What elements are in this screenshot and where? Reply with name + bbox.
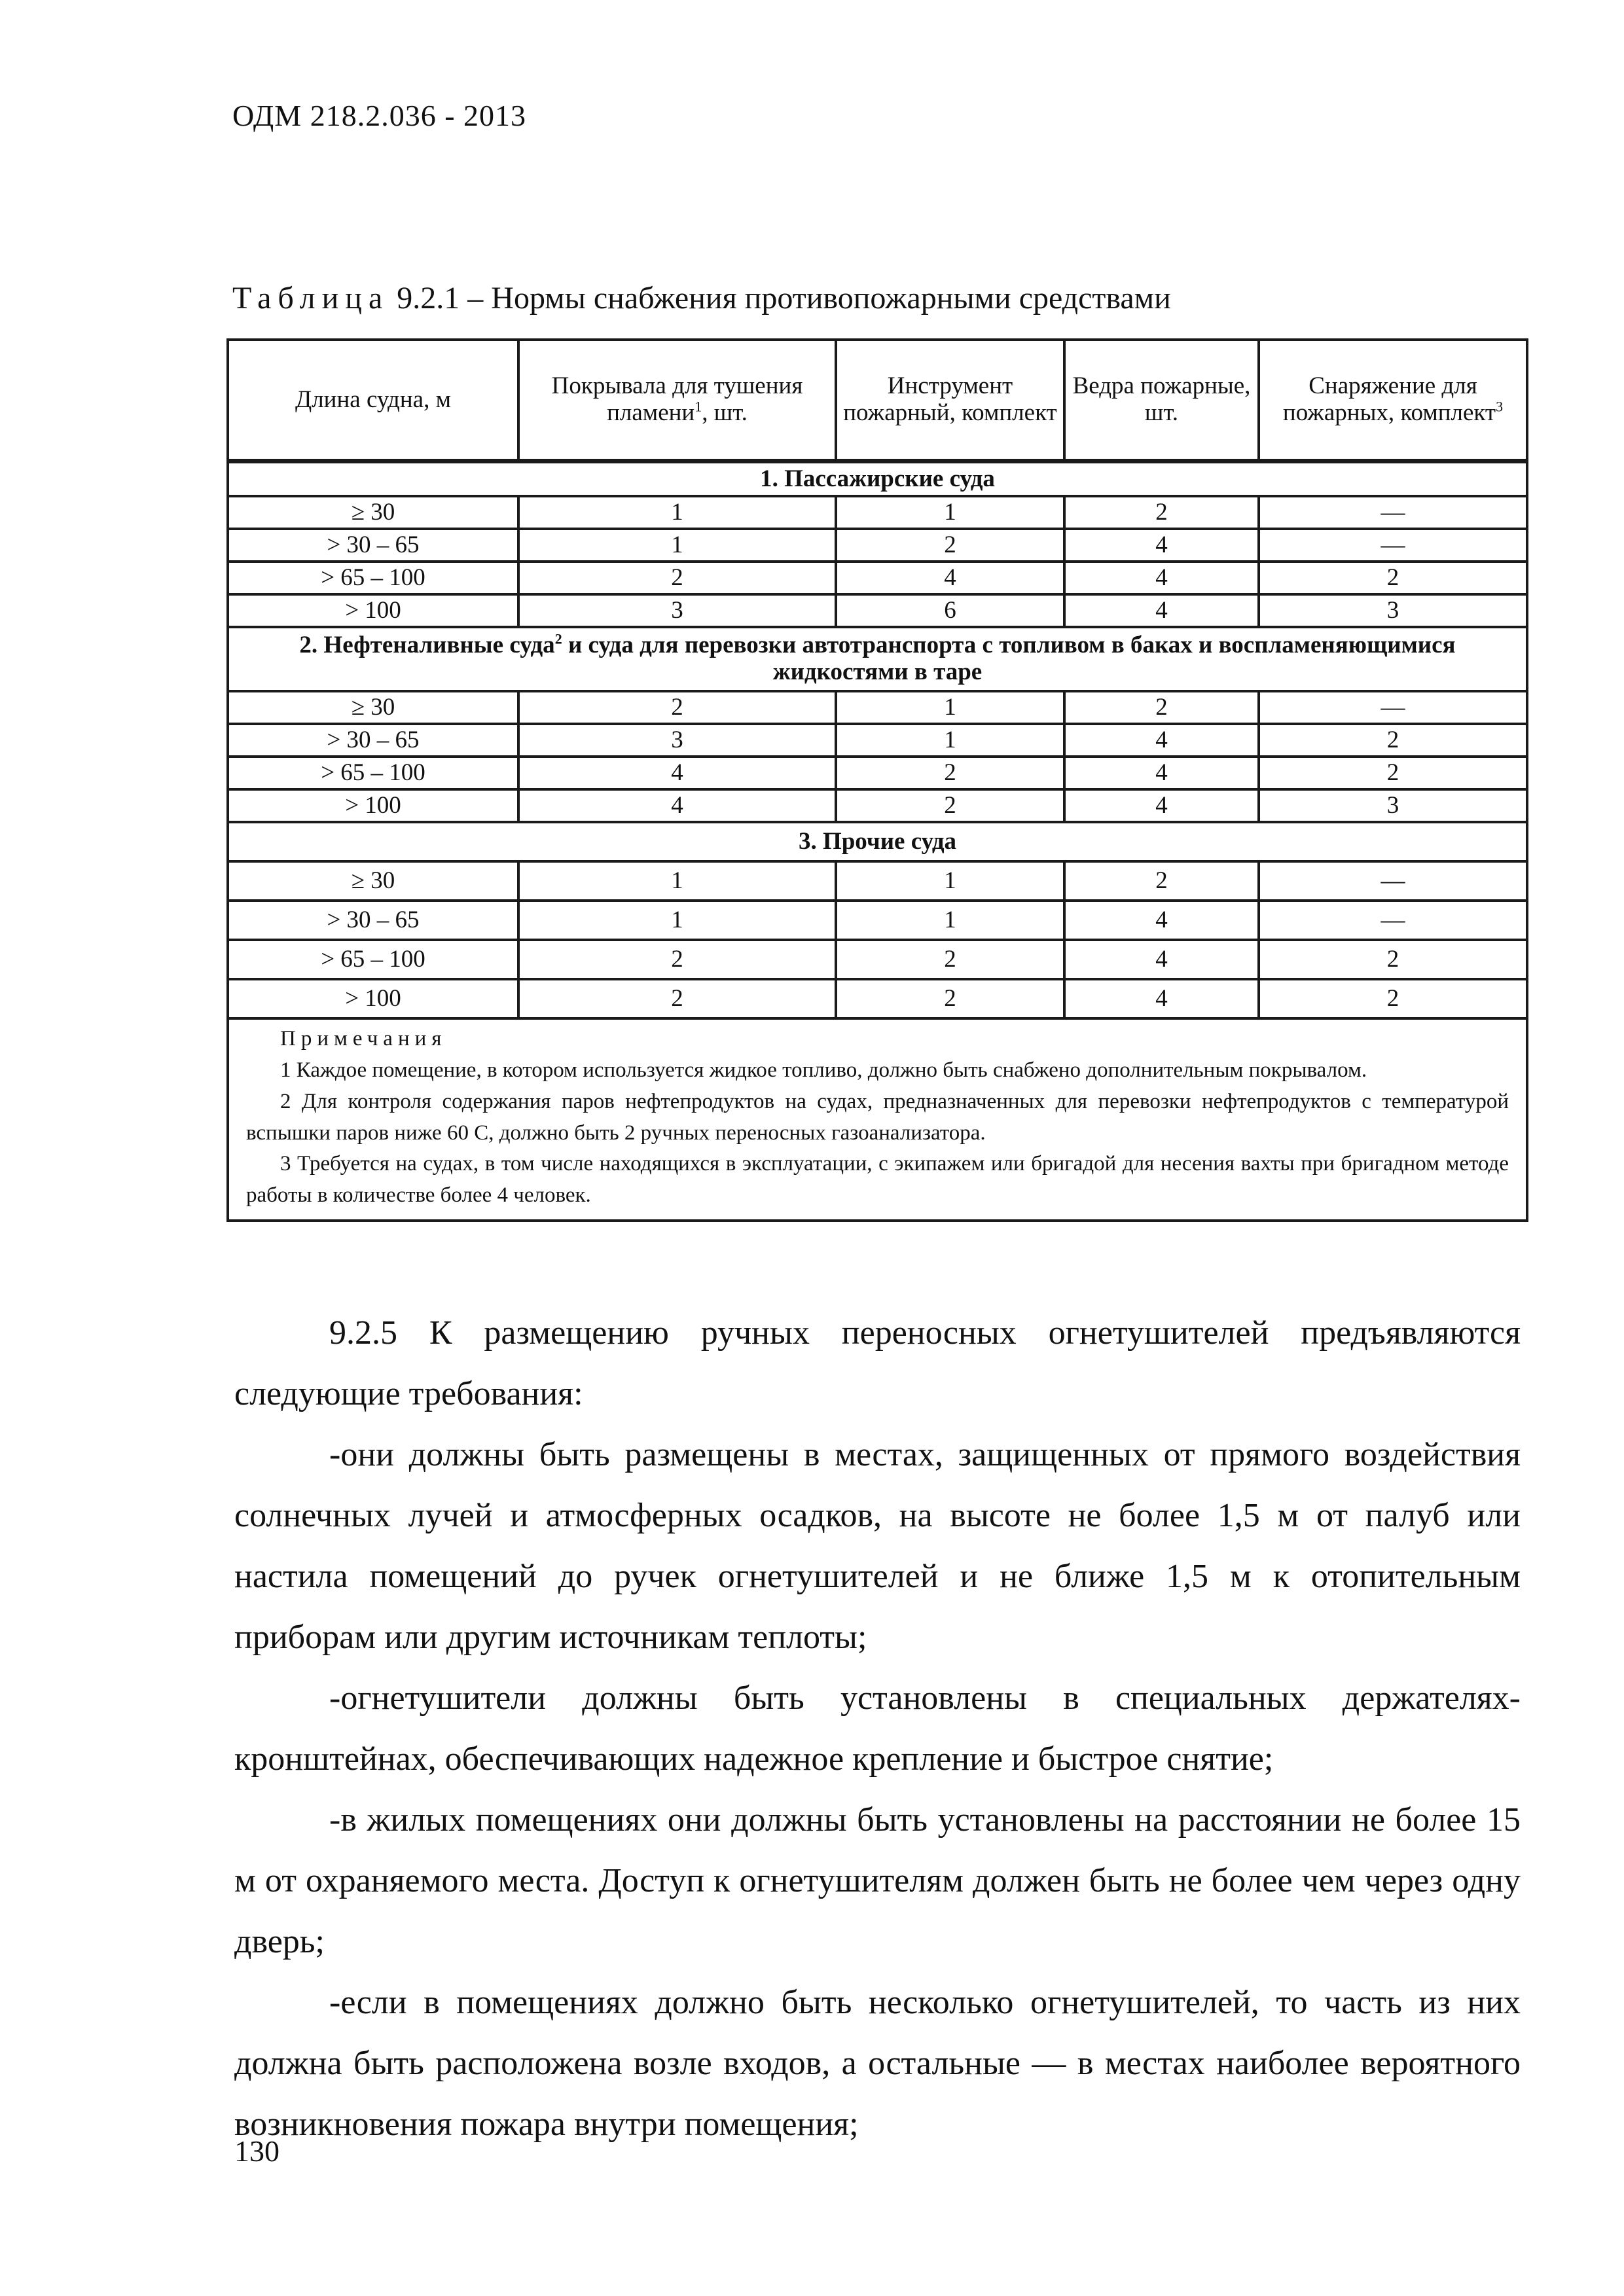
table-cell: 2 bbox=[518, 979, 836, 1018]
column-header-blankets: Покрывала для тушения пламени$^1$, шт. bbox=[518, 340, 836, 461]
table-cell: 4 bbox=[1064, 940, 1259, 979]
column-header-tools: Инструмент пожарный, комплект bbox=[836, 340, 1064, 461]
paragraph-requirement-1: -они должны быть размещены в местах, защищенных от прямого воздействия солнечных лучей и атмосферных осадков, на высоте не более 1,5 м от палуб или настила помещений до ручек огнетушителей и не ближе 1,5 м к отопительным приборам или другим источникам теплоты; bbox=[234, 1436, 1521, 1656]
section-heading: 2. Нефтеналивные суда$^2$ и суда для перевозки автотранспорта с топливом в баках и воспламеняющимися жидкостями в таре bbox=[228, 627, 1527, 691]
table-title-label: Таблица bbox=[232, 281, 389, 315]
table-cell: 3 bbox=[1259, 594, 1527, 627]
table-cell: 2 bbox=[1259, 562, 1527, 594]
table-row bbox=[228, 594, 1527, 627]
table-cell: 4 bbox=[1064, 789, 1259, 822]
table-row bbox=[228, 901, 1527, 940]
table-cell: 1 bbox=[836, 691, 1064, 724]
table-cell: 2 bbox=[836, 940, 1064, 979]
table-cell: 4 bbox=[518, 789, 836, 822]
table-cell: 2 bbox=[836, 529, 1064, 562]
note-2: 2 Для контроля содержания паров нефтепродуктов на судах, предназначенных для перевозки нефтепродуктов с температурой вспышки паров ниже 60 С, должно быть 2 ручных переносных газоанализатора. bbox=[246, 1089, 1509, 1145]
norms-table bbox=[226, 338, 1528, 1222]
table-row bbox=[228, 562, 1527, 594]
document-header-code: ОДМ 218.2.036 - 2013 bbox=[232, 99, 527, 132]
section-heading-row bbox=[228, 627, 1527, 691]
table-row bbox=[228, 496, 1527, 529]
table-row bbox=[228, 940, 1527, 979]
section-heading-row bbox=[228, 822, 1527, 861]
table-cell: > 100 bbox=[228, 979, 518, 1018]
column-header-length: Длина судна, м bbox=[228, 340, 518, 461]
table-body bbox=[228, 461, 1527, 1221]
table-cell: 4 bbox=[1064, 529, 1259, 562]
table-header bbox=[228, 340, 1527, 461]
note-3: 3 Требуется на судах, в том числе находящихся в эксплуатации, с экипажем или бригадой для несения вахты при бригадном методе работы в количестве более 4 человек. bbox=[246, 1152, 1509, 1208]
page-number: 130 bbox=[234, 2134, 280, 2168]
table-cell: — bbox=[1259, 691, 1527, 724]
table-cell: 3 bbox=[1259, 789, 1527, 822]
table-cell: 2 bbox=[1259, 724, 1527, 757]
table-cell: 2 bbox=[518, 562, 836, 594]
table-cell: > 30 – 65 bbox=[228, 529, 518, 562]
table-cell: 1 bbox=[518, 496, 836, 529]
table-row bbox=[228, 529, 1527, 562]
table-cell: ≥ 30 bbox=[228, 496, 518, 529]
table-cell: 3 bbox=[518, 724, 836, 757]
table-row bbox=[228, 861, 1527, 901]
table-cell: > 30 – 65 bbox=[228, 724, 518, 757]
table-cell: 2 bbox=[1259, 940, 1527, 979]
column-header-buckets: Ведра пожарные, шт. bbox=[1064, 340, 1259, 461]
table-notes bbox=[228, 1018, 1527, 1221]
table-cell: 2 bbox=[518, 940, 836, 979]
table-cell: 1 bbox=[518, 901, 836, 940]
table-cell: 4 bbox=[1064, 724, 1259, 757]
table-row bbox=[228, 757, 1527, 789]
body-text bbox=[234, 1302, 1521, 2155]
table-cell: 2 bbox=[518, 691, 836, 724]
table-cell: 4 bbox=[1064, 562, 1259, 594]
table-cell: 4 bbox=[518, 757, 836, 789]
table-row bbox=[228, 691, 1527, 724]
table-cell: 2 bbox=[1064, 496, 1259, 529]
table-cell: ≥ 30 bbox=[228, 691, 518, 724]
table-cell: > 100 bbox=[228, 789, 518, 822]
table-cell: 1 bbox=[836, 861, 1064, 901]
table-cell: 2 bbox=[1064, 691, 1259, 724]
norms-table-container bbox=[226, 338, 1526, 1222]
table-cell: 2 bbox=[836, 757, 1064, 789]
table-cell: 2 bbox=[1259, 757, 1527, 789]
table-cell: 2 bbox=[1259, 979, 1527, 1018]
table-cell: 2 bbox=[836, 789, 1064, 822]
table-title bbox=[232, 280, 1171, 316]
table-cell: — bbox=[1259, 529, 1527, 562]
table-cell: 1 bbox=[836, 724, 1064, 757]
table-cell: — bbox=[1259, 901, 1527, 940]
table-cell: 4 bbox=[1064, 757, 1259, 789]
table-cell: 4 bbox=[1064, 594, 1259, 627]
table-row bbox=[228, 789, 1527, 822]
column-header-equipment: Снаряжение для пожарных, комплект$^3$ bbox=[1259, 340, 1527, 461]
table-cell: 4 bbox=[836, 562, 1064, 594]
table-row bbox=[228, 724, 1527, 757]
paragraph-9-2-5: 9.2.5 К размещению ручных переносных огнетушителей предъявляются следующие требования: bbox=[234, 1314, 1521, 1412]
table-cell: > 65 – 100 bbox=[228, 562, 518, 594]
section-heading-row bbox=[228, 461, 1527, 497]
table-cell: 1 bbox=[518, 861, 836, 901]
notes-row bbox=[228, 1018, 1527, 1221]
table-cell: — bbox=[1259, 861, 1527, 901]
section-heading: 1. Пассажирские суда bbox=[228, 461, 1527, 497]
table-cell: 2 bbox=[1064, 861, 1259, 901]
table-cell: 3 bbox=[518, 594, 836, 627]
table-cell: 1 bbox=[518, 529, 836, 562]
table-cell: ≥ 30 bbox=[228, 861, 518, 901]
table-cell: 2 bbox=[836, 979, 1064, 1018]
table-cell: 4 bbox=[1064, 901, 1259, 940]
table-cell: — bbox=[1259, 496, 1527, 529]
table-cell: 1 bbox=[836, 901, 1064, 940]
paragraph-requirement-2: -огнетушители должны быть установлены в специальных держателях-кронштейнах, обеспечивающих надежное крепление и быстрое снятие; bbox=[234, 1679, 1521, 1778]
section-heading: 3. Прочие суда bbox=[228, 822, 1527, 861]
table-row bbox=[228, 979, 1527, 1018]
table-cell: > 65 – 100 bbox=[228, 757, 518, 789]
table-cell: > 100 bbox=[228, 594, 518, 627]
paragraph-requirement-4: -если в помещениях должно быть несколько огнетушителей, то часть из них должна быть расположена возле входов, а остальные — в местах наиболее вероятного возникновения пожара внутри помещения; bbox=[234, 1984, 1521, 2143]
note-1: 1 Каждое помещение, в котором используется жидкое топливо, должно быть снабжено дополнительным покрывалом. bbox=[280, 1058, 1367, 1082]
table-cell: 4 bbox=[1064, 979, 1259, 1018]
table-cell: 1 bbox=[836, 496, 1064, 529]
paragraph-requirement-3: -в жилых помещениях они должны быть установлены на расстоянии не более 15 м от охраняемого места. Доступ к огнетушителям должен быть не более чем через одну дверь; bbox=[234, 1801, 1521, 1960]
table-title-text: 9.2.1 – Нормы снабжения противопожарными средствами bbox=[389, 281, 1171, 315]
table-cell: 6 bbox=[836, 594, 1064, 627]
table-cell: > 65 – 100 bbox=[228, 940, 518, 979]
notes-title: Примечания bbox=[280, 1027, 447, 1050]
table-cell: > 30 – 65 bbox=[228, 901, 518, 940]
